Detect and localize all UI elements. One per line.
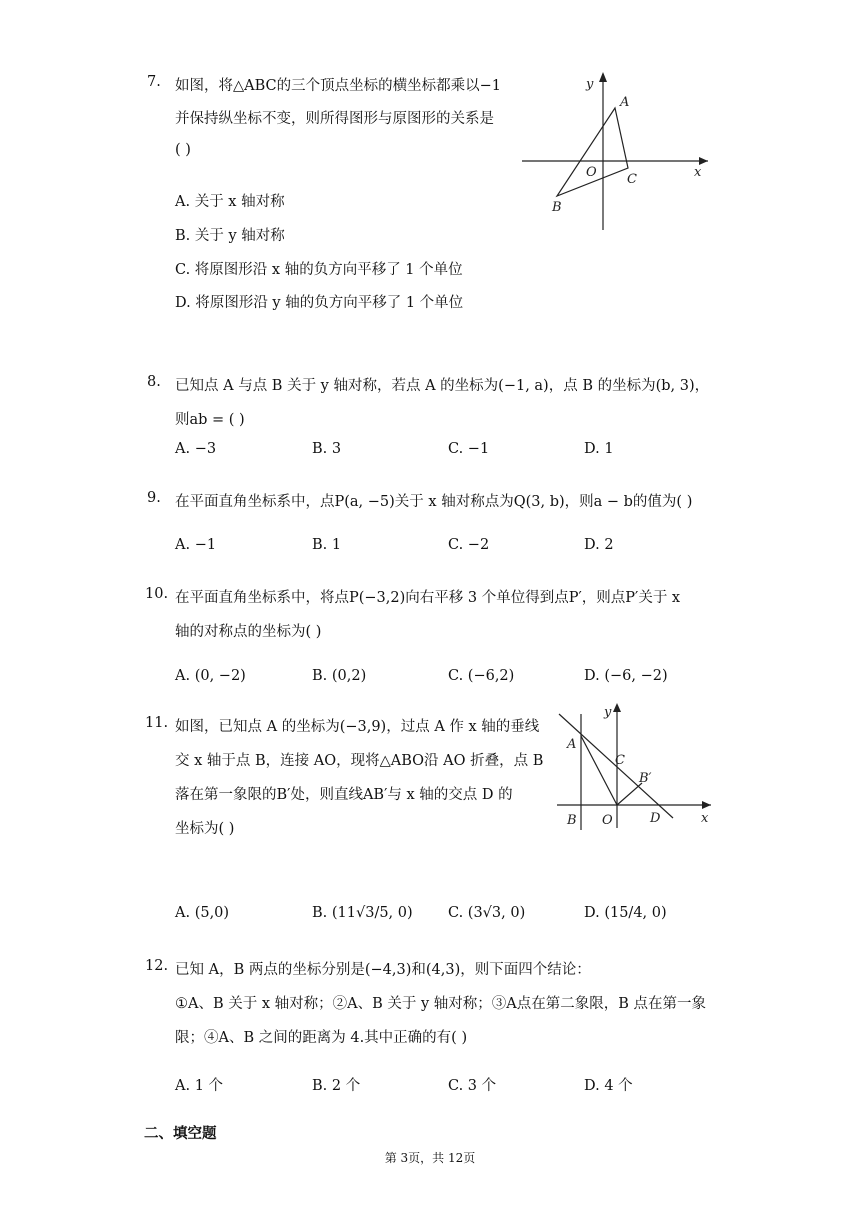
q11-fig-x-label: x [701,811,709,826]
q8-line1: 已知点 A 与点 B 关于 y 轴对称，若点 A 的坐标为(−1, a)，点 B 的坐标为(b, 3)， [175,378,710,394]
page-footer: 第 3页，共 12页 [384,1151,476,1165]
q10-option-c: C. (−6,2) [448,668,515,684]
q7-line1: 如图，将△ABC的三个顶点坐标的横坐标都乘以−1 [175,78,502,94]
q11-option-a: A. (5,0) [175,905,230,921]
q7-line3: ( ) [175,142,191,158]
section-heading: 二、填空题 [144,1125,217,1142]
q8-number: 8. [147,374,161,390]
q11-fig-d-label: D [650,811,661,826]
q11-option-b: B. (11√3/5, 0) [312,905,413,921]
q11-fig-b-label: B [567,813,577,828]
q12-option-a: A. 1 个 [175,1078,224,1094]
q10-option-b: B. (0,2) [312,668,367,684]
q10-option-a: A. (0, −2) [175,668,246,684]
q10-line2: 轴的对称点的坐标为( ) [175,624,322,640]
q12-line3: 限；④A、B 之间的距离为 4.其中正确的有( ) [175,1030,468,1046]
q12-line2: ①A、B 关于 x 轴对称；②A、B 关于 y 轴对称；③A点在第二象限，B 点在第一象 [175,996,707,1012]
q7-option-a: A. 关于 x 轴对称 [175,194,285,210]
q12-option-d: D. 4 个 [584,1078,633,1094]
q10-option-d: D. (−6, −2) [584,668,668,684]
q11-line4: 坐标为( ) [175,821,235,837]
q12-line1: 已知 A，B 两点的坐标分别是(−4,3)和(4,3)，则下面四个结论： [175,962,591,978]
q7-number: 7. [147,74,161,90]
q7-figure [518,68,714,236]
q11-fig-y-label: y [604,705,612,720]
q7-fig-o-label: O [586,165,597,180]
q8-option-b: B. 3 [312,441,342,457]
q7-fig-a-label: A [620,95,630,110]
q11-option-c: C. (3√3, 0) [448,905,526,921]
q8-line2: 则ab = ( ) [175,412,245,428]
q12-option-c: C. 3 个 [448,1078,497,1094]
q7-fig-x-label: x [694,165,702,180]
q9-option-c: C. −2 [448,537,490,553]
q12-number: 12. [145,958,169,974]
q8-option-a: A. −3 [175,441,217,457]
q7-fig-c-label: C [627,172,637,187]
q7-option-d: D. 将原图形沿 y 轴的负方向平移了 1 个单位 [175,295,464,311]
q10-number: 10. [145,586,169,602]
q11-fig-o-label: O [602,813,613,828]
q11-fig-a-label: A [567,737,577,752]
q7-option-c: C. 将原图形沿 x 轴的负方向平移了 1 个单位 [175,262,463,278]
q8-option-c: C. −1 [448,441,490,457]
q11-fig-bprime-label: B′ [639,771,652,786]
q9-option-d: D. 2 [584,537,614,553]
q7-line2: 并保持纵坐标不变，则所得图形与原图形的关系是 [175,111,494,127]
q9-number: 9. [147,490,161,506]
q10-line1: 在平面直角坐标系中，将点P(−3,2)向右平移 3 个单位得到点P′，则点P′关于 x [175,590,681,606]
q7-fig-b-label: B [552,200,562,215]
q9-option-b: B. 1 [312,537,342,553]
q11-figure [555,700,715,832]
q12-option-b: B. 2 个 [312,1078,361,1094]
q11-line2: 交 x 轴于点 B，连接 AO，现将△ABO沿 AO 折叠，点 B [175,753,544,769]
q11-line3: 落在第一象限的B′处，则直线AB′与 x 轴的交点 D 的 [175,787,513,803]
q11-number: 11. [145,715,169,731]
q7-option-b: B. 关于 y 轴对称 [175,228,285,244]
q11-fig-c-label: C [615,753,625,768]
q9-line1: 在平面直角坐标系中，点P(a, −5)关于 x 轴对称点为Q(3, b)，则a − b的值为( ) [175,494,693,510]
q9-option-a: A. −1 [175,537,217,553]
q11-option-d: D. (15/4, 0) [584,905,667,921]
q7-fig-y-label: y [586,77,594,92]
q11-line1: 如图，已知点 A 的坐标为(−3,9)，过点 A 作 x 轴的垂线 [175,719,540,735]
q8-option-d: D. 1 [584,441,614,457]
